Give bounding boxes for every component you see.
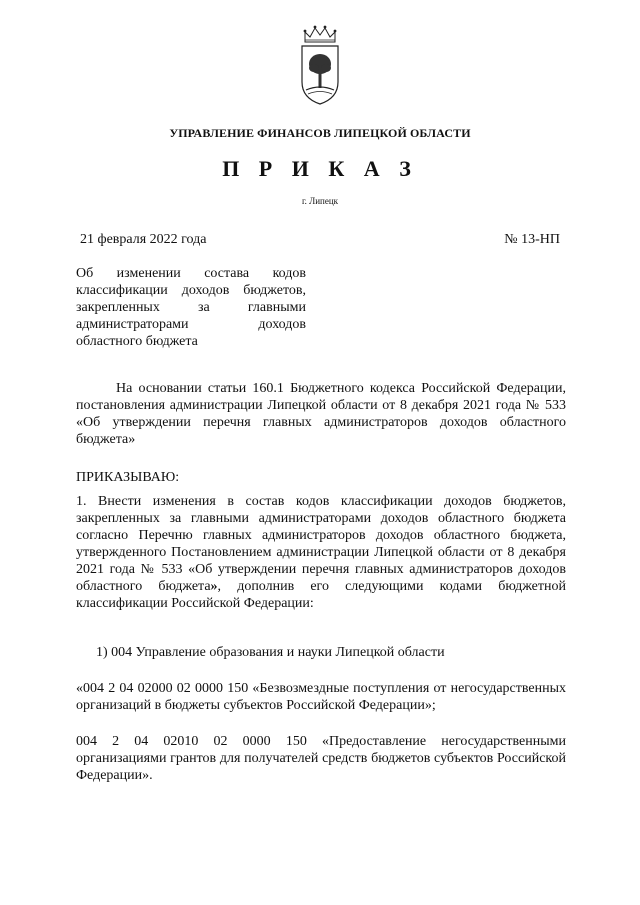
order-date: 21 февраля 2022 года: [80, 232, 207, 247]
point-1-paragraph: [76, 493, 566, 612]
coat-of-arms-emblem: [297, 24, 343, 106]
point-1-tail: , дополнив его следующими кодами бюджетной классификации Российской Федерации:: [76, 579, 566, 611]
subject-line: администраторами доходов: [76, 317, 306, 332]
preamble-paragraph: На основании статьи 160.1 Бюджетного кодекса Российской Федерации, постановления администрации Липецкой области от 8 декабря 2021 года № 533 «Об утверждении перечня главных администраторов доходов областного бюджета»: [76, 381, 566, 447]
code-entry-2: 004 2 04 02010 02 0000 150 «Предоставление негосударственными организациями грантов для получателей средств бюджетов субъектов Российской Федерации».: [76, 734, 566, 783]
order-subject: [76, 265, 306, 350]
code-entry-1: «004 2 04 02000 02 0000 150 «Безвозмездные поступления от негосударственных организаций в бюджеты субъектов Российской Федерации»;: [76, 681, 566, 713]
point-1-closing-quote: »: [210, 579, 218, 594]
document-type-title: П Р И К А З: [222, 156, 418, 181]
order-number: № 13-НП: [504, 232, 560, 247]
subject-line: классификации доходов бюджетов,: [76, 283, 306, 298]
city-label: г. Липецк: [301, 196, 339, 206]
subject-line: Об изменении состава кодов: [76, 266, 306, 281]
order-word: ПРИКАЗЫВАЮ:: [76, 470, 180, 485]
organization-name: УПРАВЛЕНИЕ ФИНАНСОВ ЛИПЕЦКОЙ ОБЛАСТИ: [169, 126, 471, 140]
subitem-1-heading: 1) 004 Управление образования и науки Липецкой области: [96, 645, 445, 660]
point-1-text: 1. Внести изменения в состав кодов классификации доходов бюджетов, закрепленных за главными администраторами доходов областного бюджета согласно Перечню главных администраторов доходов областного бюджета, утвержденного Постановлением администрации Липецкой области от 8 декабря 2021 года № 533 «Об утверждении перечня главных администраторов доходов областного бюджета: [76, 494, 566, 594]
subject-line: закрепленных за главными: [76, 300, 306, 315]
subject-line: областного бюджета: [76, 334, 198, 349]
